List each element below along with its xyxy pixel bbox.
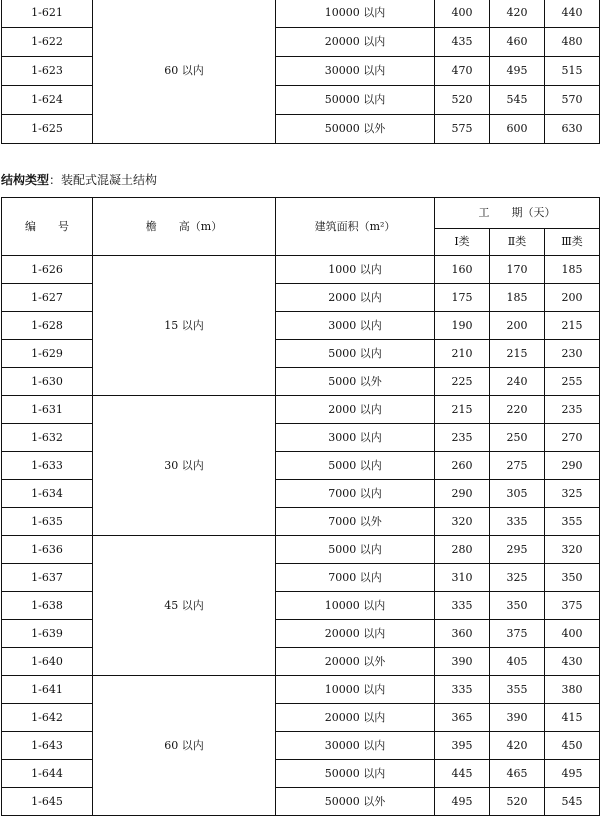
table-row — [2, 452, 600, 480]
row-code: 1-645 — [2, 788, 93, 816]
construction-period-table — [1, 197, 600, 816]
row-code: 1-622 — [2, 28, 93, 57]
class-1-days: 320 — [435, 508, 490, 536]
table-row — [2, 676, 600, 704]
floor-area-cell: 50000 以外 — [276, 788, 435, 816]
row-code: 1-630 — [2, 368, 93, 396]
class-3-days: 270 — [545, 424, 600, 452]
floor-area-cell: 50000 以外 — [276, 115, 435, 144]
class-2-days: 375 — [490, 620, 545, 648]
structure-type-value: 装配式混凝土结构 — [61, 173, 158, 187]
floor-area-cell: 10000 以内 — [276, 0, 435, 28]
table-row — [2, 396, 600, 424]
row-code: 1-633 — [2, 452, 93, 480]
class-2-days: 325 — [490, 564, 545, 592]
class-2-days: 390 — [490, 704, 545, 732]
class-2-days: 275 — [490, 452, 545, 480]
class-2-days: 220 — [490, 396, 545, 424]
table-row — [2, 536, 600, 564]
class-3-days: 230 — [545, 340, 600, 368]
class-1-days: 280 — [435, 536, 490, 564]
class-2-days: 420 — [490, 0, 545, 28]
table-row — [2, 620, 600, 648]
header-eave-height: 檐 高（m） — [93, 198, 276, 256]
continued-table-body — [2, 0, 600, 144]
floor-area-cell: 7000 以外 — [276, 508, 435, 536]
class-2-days: 350 — [490, 592, 545, 620]
class-3-days: 290 — [545, 452, 600, 480]
class-1-days: 310 — [435, 564, 490, 592]
class-1-days: 520 — [435, 86, 490, 115]
class-2-days: 465 — [490, 760, 545, 788]
row-code: 1-635 — [2, 508, 93, 536]
table-row — [2, 312, 600, 340]
floor-area-cell: 5000 以外 — [276, 368, 435, 396]
floor-area-cell: 10000 以内 — [276, 676, 435, 704]
row-code: 1-644 — [2, 760, 93, 788]
header-class-1: Ⅰ类 — [435, 229, 490, 256]
class-1-days: 400 — [435, 0, 490, 28]
floor-area-cell: 30000 以内 — [276, 57, 435, 86]
floor-area-cell: 2000 以内 — [276, 396, 435, 424]
header-class-3: Ⅲ类 — [545, 229, 600, 256]
class-2-days: 520 — [490, 788, 545, 816]
row-code: 1-626 — [2, 256, 93, 284]
structure-type-heading — [1, 171, 157, 188]
class-1-days: 215 — [435, 396, 490, 424]
structure-type-label: 结构类型 — [1, 173, 50, 187]
class-2-days: 335 — [490, 508, 545, 536]
table-row — [2, 480, 600, 508]
row-code: 1-623 — [2, 57, 93, 86]
class-3-days: 450 — [545, 732, 600, 760]
floor-area-cell: 7000 以内 — [276, 564, 435, 592]
row-code: 1-624 — [2, 86, 93, 115]
floor-area-cell: 3000 以内 — [276, 424, 435, 452]
row-code: 1-639 — [2, 620, 93, 648]
floor-area-cell: 5000 以内 — [276, 452, 435, 480]
class-2-days: 495 — [490, 57, 545, 86]
table-row — [2, 564, 600, 592]
floor-area-cell: 30000 以内 — [276, 732, 435, 760]
row-code: 1-636 — [2, 536, 93, 564]
class-1-days: 360 — [435, 620, 490, 648]
class-2-days: 305 — [490, 480, 545, 508]
eave-height-cell: 60 以内 — [93, 676, 276, 816]
class-1-days: 435 — [435, 28, 490, 57]
class-3-days: 495 — [545, 760, 600, 788]
header-construction-period: 工 期（天） — [435, 198, 600, 229]
class-3-days: 355 — [545, 508, 600, 536]
class-1-days: 445 — [435, 760, 490, 788]
table-row — [2, 86, 600, 115]
class-2-days: 200 — [490, 312, 545, 340]
construction-period-table-body — [2, 256, 600, 816]
table-row — [2, 788, 600, 816]
header-row-1 — [2, 198, 600, 229]
header-floor-area: 建筑面积（m²） — [276, 198, 435, 256]
floor-area-cell: 20000 以内 — [276, 704, 435, 732]
class-3-days: 200 — [545, 284, 600, 312]
row-code: 1-632 — [2, 424, 93, 452]
class-3-days: 185 — [545, 256, 600, 284]
class-2-days: 185 — [490, 284, 545, 312]
class-3-days: 255 — [545, 368, 600, 396]
table-row — [2, 256, 600, 284]
continued-table — [1, 0, 600, 144]
floor-area-cell: 20000 以外 — [276, 648, 435, 676]
class-3-days: 415 — [545, 704, 600, 732]
table-row — [2, 704, 600, 732]
row-code: 1-638 — [2, 592, 93, 620]
class-2-days: 250 — [490, 424, 545, 452]
row-code: 1-637 — [2, 564, 93, 592]
class-1-days: 335 — [435, 592, 490, 620]
class-2-days: 420 — [490, 732, 545, 760]
floor-area-cell: 7000 以内 — [276, 480, 435, 508]
class-1-days: 235 — [435, 424, 490, 452]
row-code: 1-627 — [2, 284, 93, 312]
class-2-days: 545 — [490, 86, 545, 115]
floor-area-cell: 50000 以内 — [276, 760, 435, 788]
class-2-days: 405 — [490, 648, 545, 676]
table-row — [2, 424, 600, 452]
class-3-days: 375 — [545, 592, 600, 620]
header-class-2: Ⅱ类 — [490, 229, 545, 256]
floor-area-cell: 5000 以内 — [276, 536, 435, 564]
eave-height-cell: 15 以内 — [93, 256, 276, 396]
table-row — [2, 115, 600, 144]
class-1-days: 575 — [435, 115, 490, 144]
table-row — [2, 648, 600, 676]
class-3-days: 515 — [545, 57, 600, 86]
class-2-days: 240 — [490, 368, 545, 396]
class-3-days: 480 — [545, 28, 600, 57]
class-1-days: 470 — [435, 57, 490, 86]
class-2-days: 355 — [490, 676, 545, 704]
table-row — [2, 340, 600, 368]
floor-area-cell: 5000 以内 — [276, 340, 435, 368]
table-row — [2, 0, 600, 28]
class-2-days: 170 — [490, 256, 545, 284]
class-1-days: 225 — [435, 368, 490, 396]
class-3-days: 380 — [545, 676, 600, 704]
class-3-days: 350 — [545, 564, 600, 592]
row-code: 1-631 — [2, 396, 93, 424]
row-code: 1-621 — [2, 0, 93, 28]
class-1-days: 190 — [435, 312, 490, 340]
class-3-days: 320 — [545, 536, 600, 564]
floor-area-cell: 20000 以内 — [276, 620, 435, 648]
floor-area-cell: 50000 以内 — [276, 86, 435, 115]
class-3-days: 400 — [545, 620, 600, 648]
class-1-days: 335 — [435, 676, 490, 704]
class-1-days: 160 — [435, 256, 490, 284]
table-row — [2, 592, 600, 620]
table-row — [2, 508, 600, 536]
table-row — [2, 760, 600, 788]
floor-area-cell: 1000 以内 — [276, 256, 435, 284]
table-row — [2, 368, 600, 396]
class-3-days: 570 — [545, 86, 600, 115]
eave-height-cell: 30 以内 — [93, 396, 276, 536]
class-3-days: 545 — [545, 788, 600, 816]
row-code: 1-625 — [2, 115, 93, 144]
class-1-days: 210 — [435, 340, 490, 368]
floor-area-cell: 3000 以内 — [276, 312, 435, 340]
class-3-days: 235 — [545, 396, 600, 424]
floor-area-cell: 10000 以内 — [276, 592, 435, 620]
class-2-days: 295 — [490, 536, 545, 564]
class-1-days: 175 — [435, 284, 490, 312]
row-code: 1-629 — [2, 340, 93, 368]
row-code: 1-643 — [2, 732, 93, 760]
class-2-days: 460 — [490, 28, 545, 57]
class-2-days: 600 — [490, 115, 545, 144]
class-3-days: 440 — [545, 0, 600, 28]
class-3-days: 325 — [545, 480, 600, 508]
table-row — [2, 28, 600, 57]
row-code: 1-628 — [2, 312, 93, 340]
floor-area-cell: 20000 以内 — [276, 28, 435, 57]
class-1-days: 260 — [435, 452, 490, 480]
class-1-days: 365 — [435, 704, 490, 732]
header-code: 编 号 — [2, 198, 93, 256]
class-3-days: 430 — [545, 648, 600, 676]
class-1-days: 495 — [435, 788, 490, 816]
structure-type-colon: ： — [49, 173, 62, 187]
floor-area-cell: 2000 以内 — [276, 284, 435, 312]
class-2-days: 215 — [490, 340, 545, 368]
table-row — [2, 284, 600, 312]
row-code: 1-634 — [2, 480, 93, 508]
class-3-days: 630 — [545, 115, 600, 144]
table-row — [2, 732, 600, 760]
row-code: 1-640 — [2, 648, 93, 676]
class-3-days: 215 — [545, 312, 600, 340]
eave-height-cell: 60 以内 — [93, 0, 276, 144]
class-1-days: 290 — [435, 480, 490, 508]
row-code: 1-641 — [2, 676, 93, 704]
eave-height-cell: 45 以内 — [93, 536, 276, 676]
row-code: 1-642 — [2, 704, 93, 732]
class-1-days: 390 — [435, 648, 490, 676]
class-1-days: 395 — [435, 732, 490, 760]
table-row — [2, 57, 600, 86]
